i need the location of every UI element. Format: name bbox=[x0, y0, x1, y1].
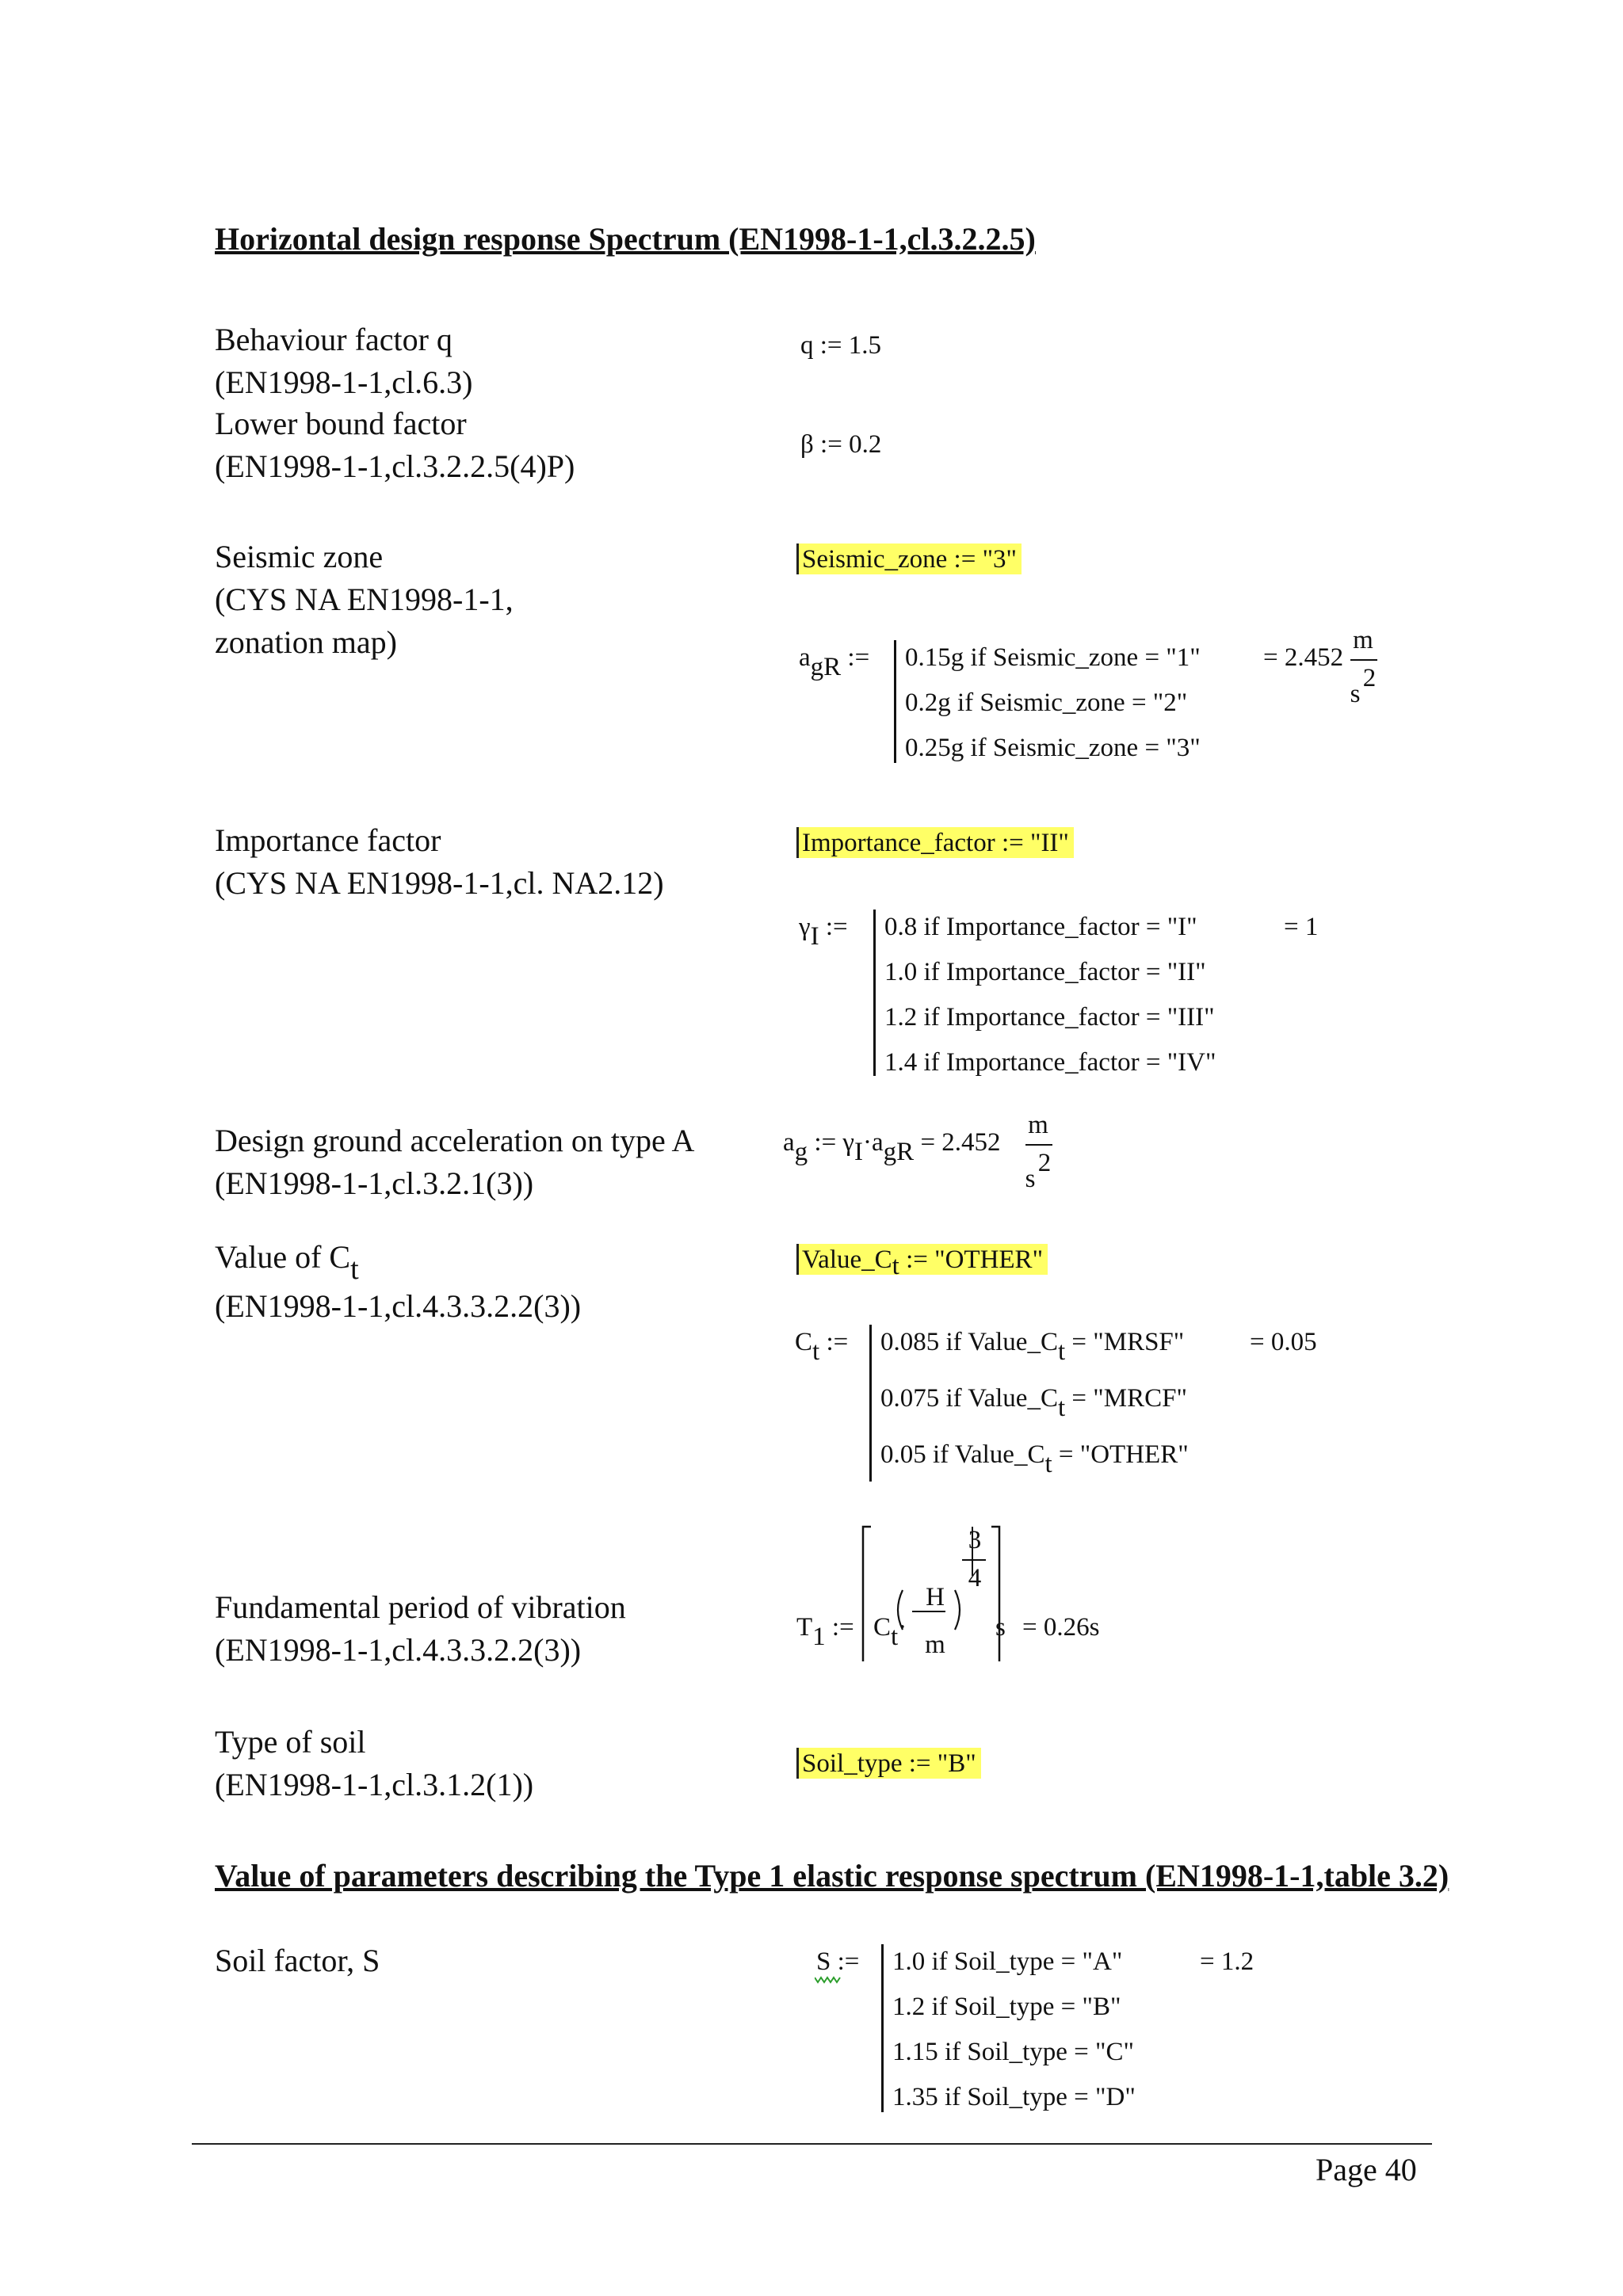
fundamental-period-label: Fundamental period of vibration (EN1998-1-1,cl.4.3.3.2.2(3)) bbox=[215, 1589, 626, 1668]
page-number: Page 40 bbox=[1316, 2152, 1417, 2187]
ct-case-3: 0.05 if Value_Ct = "OTHER" bbox=[880, 1440, 1189, 1478]
agr-unit-num: m bbox=[1353, 626, 1373, 654]
ct-result: = 0.05 bbox=[1250, 1328, 1317, 1356]
ct-bracket bbox=[869, 1325, 872, 1482]
gamma-case-1: 0.8 if Importance_factor = "I" bbox=[884, 913, 1197, 941]
ag-unit-pow: 2 bbox=[1037, 1149, 1052, 1177]
soil-type-label: Type of soil (EN1998-1-1,cl.3.1.2(1)) bbox=[215, 1724, 534, 1802]
gamma-lhs: γI := bbox=[799, 913, 848, 951]
importance-factor-label: Importance factor (CYS NA EN1998-1-1,cl. NA2.12) bbox=[215, 822, 664, 901]
parameters-heading: Value of parameters describing the Type 1 elastic response spectrum (EN1998-1-1,table 3.2) bbox=[215, 1858, 1449, 1894]
ct-case-2: 0.075 if Value_Ct = "MRCF" bbox=[880, 1384, 1187, 1422]
agr-lhs: agR := bbox=[799, 643, 870, 681]
beta-definition[interactable]: β := 0.2 bbox=[800, 430, 882, 459]
t1-result: = 0.26s bbox=[1022, 1613, 1100, 1642]
design-acceleration-label: Design ground acceleration on type A (EN1998-1-1,cl.3.2.1(3)) bbox=[215, 1123, 695, 1201]
footer-rule bbox=[192, 2143, 1432, 2145]
s-case-4: 1.35 if Soil_type = "D" bbox=[892, 2083, 1136, 2111]
gamma-case-2: 1.0 if Importance_factor = "II" bbox=[884, 958, 1206, 986]
ct-reference: (EN1998-1-1,cl.4.3.3.2.2(3)) bbox=[215, 1288, 582, 1324]
ct-lhs: Ct := bbox=[795, 1328, 849, 1366]
gamma-bracket bbox=[873, 910, 876, 1076]
seismic-zone-label: Seismic zone (CYS NA EN1998-1-1, zonation map) bbox=[215, 539, 514, 660]
t1-exp-num: 3 bbox=[968, 1526, 982, 1554]
s-lhs: S := bbox=[816, 1947, 860, 1976]
s-result: = 1.2 bbox=[1200, 1947, 1254, 1976]
agr-unit-line bbox=[1350, 659, 1377, 661]
t1-exp-line bbox=[962, 1559, 986, 1561]
seismic-zone-input[interactable]: Seismic_zone := "3" bbox=[796, 543, 1022, 574]
s-case-2: 1.2 if Soil_type = "B" bbox=[892, 1993, 1121, 2021]
error-squiggle-icon bbox=[815, 1974, 843, 1984]
agr-case-1: 0.15g if Seismic_zone = "1" bbox=[905, 643, 1201, 672]
ag-unit-line bbox=[1025, 1144, 1052, 1146]
s-bracket bbox=[881, 1944, 884, 2112]
agr-case-3: 0.25g if Seismic_zone = "3" bbox=[905, 734, 1201, 762]
agr-case-2: 0.2g if Seismic_zone = "2" bbox=[905, 688, 1188, 717]
ag-unit-den: s bbox=[1025, 1165, 1036, 1193]
ct-case-1: 0.085 if Value_Ct = "MRSF" bbox=[880, 1328, 1185, 1366]
lower-bound-label: Lower bound factor (EN1998-1-1,cl.3.2.2.5(4)P) bbox=[215, 406, 575, 484]
s-case-1: 1.0 if Soil_type = "A" bbox=[892, 1947, 1123, 1976]
gamma-case-4: 1.4 if Importance_factor = "IV" bbox=[884, 1048, 1216, 1077]
q-definition[interactable]: q := 1.5 bbox=[800, 331, 882, 360]
ag-definition[interactable]: ag := γI·agR = 2.452 bbox=[783, 1128, 1001, 1166]
gamma-result: = 1 bbox=[1284, 913, 1319, 941]
t1-ct: Ct· bbox=[873, 1613, 907, 1651]
ct-value-input[interactable]: Value_Ct := "OTHER" bbox=[796, 1244, 1048, 1275]
t1-exp-den: 4 bbox=[968, 1564, 982, 1592]
section-heading: Horizontal design response Spectrum (EN1998-1-1,cl.3.2.2.5) bbox=[215, 221, 1036, 257]
ag-unit-num: m bbox=[1028, 1111, 1048, 1139]
soil-factor-label: Soil factor, S bbox=[215, 1943, 380, 1978]
t1-height: H bbox=[926, 1583, 945, 1611]
agr-unit-den: s bbox=[1350, 680, 1361, 708]
importance-factor-input[interactable]: Importance_factor := "II" bbox=[796, 827, 1074, 858]
t1-seconds: s bbox=[995, 1613, 1006, 1642]
agr-bracket bbox=[894, 640, 896, 763]
gamma-case-3: 1.2 if Importance_factor = "III" bbox=[884, 1003, 1215, 1032]
s-case-3: 1.15 if Soil_type = "C" bbox=[892, 2038, 1134, 2066]
ct-label: Value of Ct bbox=[215, 1239, 359, 1286]
soil-type-input[interactable]: Soil_type := "B" bbox=[796, 1748, 981, 1779]
t1-metre: m bbox=[925, 1630, 945, 1659]
behaviour-factor-label: Behaviour factor q (EN1998-1-1,cl.6.3) bbox=[215, 322, 473, 400]
agr-unit-pow: 2 bbox=[1362, 664, 1377, 692]
t1-lhs: T1 := bbox=[796, 1613, 854, 1651]
agr-result: = 2.452 bbox=[1263, 643, 1344, 672]
